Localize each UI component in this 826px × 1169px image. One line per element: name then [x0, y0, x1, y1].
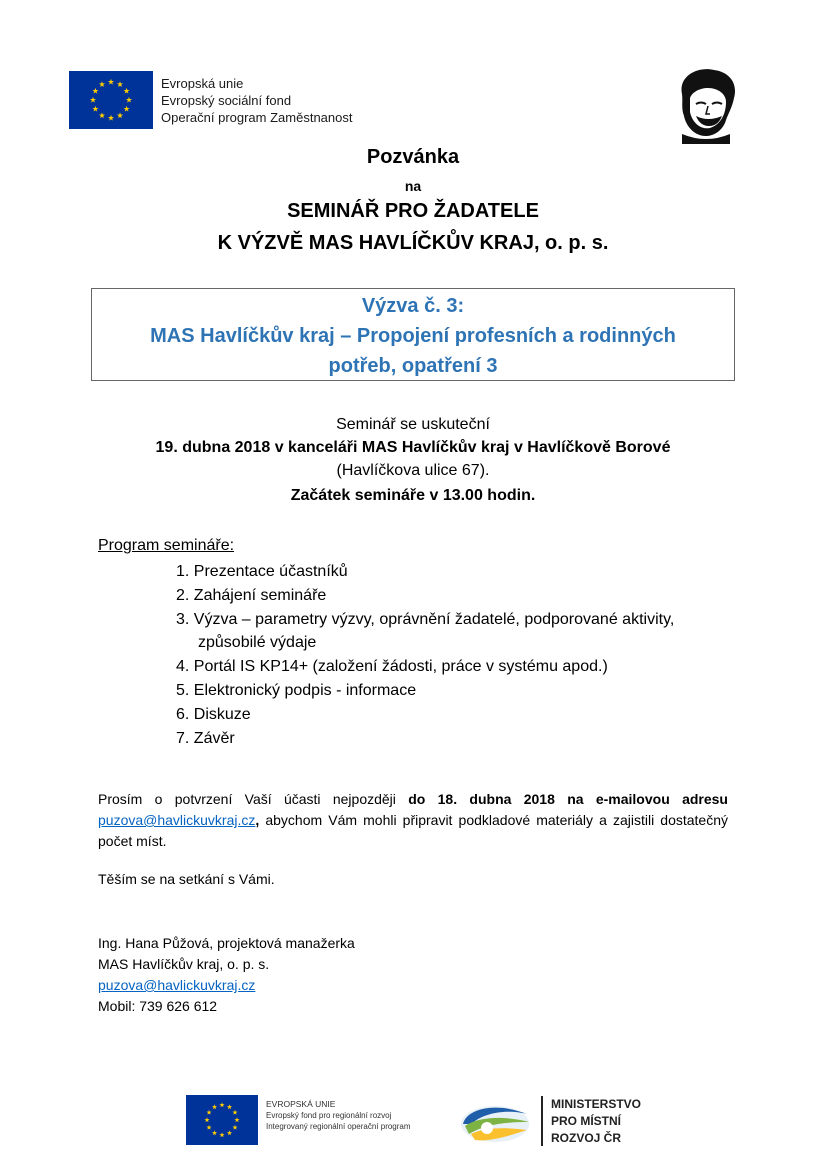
eu-star-icon: [232, 1125, 237, 1130]
list-item: 5. Elektronický podpis - informace: [176, 681, 417, 699]
ministry-line: PRO MÍSTNÍ: [551, 1114, 622, 1128]
eu-text-line: Evropský sociální fond: [161, 93, 292, 108]
eu-star-icon: [92, 88, 98, 94]
confirmation-paragraph: [98, 789, 728, 852]
confirmation-deadline: do 18. dubna 2018 na e-mailovou adresu: [408, 791, 728, 807]
seminar-intro: Seminář se uskuteční: [336, 416, 490, 433]
eu-star-icon: [117, 112, 123, 118]
eu-star-icon: [219, 1132, 224, 1137]
ministry-line: ROZVOJ ČR: [551, 1131, 622, 1145]
eu-header-text: [161, 75, 352, 126]
confirmation-text-end: abychom Vám mohli připravit podkladové materiály a zajistili dostatečný počet míst.: [98, 812, 728, 849]
seminar-start-time: Začátek semináře v 13.00 hodin.: [290, 487, 536, 504]
eu-star-icon: [117, 81, 123, 87]
eu-star-icon: [227, 1104, 232, 1109]
signature-name: Ing. Hana Půžová, projektová manažerka: [98, 935, 355, 951]
eu-star-icon: [124, 88, 130, 94]
list-item: 7. Závěr: [176, 729, 235, 747]
footer-eu-flag-icon: [186, 1095, 258, 1145]
call-number: Výzva č. 3:: [361, 295, 465, 317]
seminar-subtitle: K VÝZVĚ MAS HAVLÍČKŮV KRAJ, o. p. s.: [217, 232, 609, 254]
eu-star-icon: [234, 1117, 239, 1122]
list-item: 3. Výzva – parametry výzvy, oprávnění žadatelé, podporované aktivity,: [176, 610, 675, 628]
program-list: [176, 560, 674, 750]
seminar-address: (Havlíčkova ulice 67).: [336, 462, 490, 479]
eu-flag-icon: [69, 71, 153, 129]
footer-eu-line: EVROPSKÁ UNIE: [266, 1099, 336, 1109]
signature-email-link[interactable]: puzova@havlickuvkraj.cz: [98, 977, 256, 993]
call-name-line1: MAS Havlíčkův kraj – Propojení profesních a rodinných: [150, 325, 676, 347]
call-box: [91, 288, 735, 381]
eu-star-icon: [99, 81, 105, 87]
email-link[interactable]: puzova@havlickuvkraj.cz: [98, 812, 256, 828]
eu-star-icon: [99, 112, 105, 118]
list-item: způsobilé výdaje: [198, 634, 317, 652]
signature-org: MAS Havlíčkův kraj, o. p. s.: [98, 956, 270, 972]
portrait-logo-icon: [668, 64, 740, 144]
eu-star-icon: [206, 1125, 211, 1130]
list-item: 4. Portál IS KP14+ (založení žádosti, práce v systému apod.): [176, 658, 608, 676]
signature-block: [98, 933, 355, 1017]
ministry-text: [551, 1096, 641, 1147]
seminar-date-place: 19. dubna 2018 v kanceláři MAS Havlíčkův kraj v Havlíčkově Borové: [155, 439, 671, 456]
list-item: 1. Prezentace účastníků: [176, 563, 348, 580]
ministry-logo-icon: [457, 1094, 537, 1150]
footer-eu-text: [266, 1099, 411, 1132]
eu-text-line: Evropská unie: [161, 76, 244, 91]
confirmation-text: Prosím o potvrzení Vaší účasti nejpozději: [98, 791, 409, 807]
eu-star-icon: [212, 1130, 217, 1135]
eu-text-line: Operační program Zaměstnanost: [161, 110, 353, 125]
eu-star-icon: [124, 106, 130, 112]
confirmation-comma: ,: [255, 812, 260, 828]
invitation-title: Pozvánka: [366, 146, 460, 168]
eu-star-icon: [204, 1117, 209, 1122]
eu-star-icon: [92, 106, 98, 112]
eu-star-icon: [227, 1130, 232, 1135]
eu-star-icon: [90, 97, 96, 103]
eu-star-icon: [108, 79, 114, 85]
eu-star-icon: [232, 1110, 237, 1115]
ministry-line: MINISTERSTVO: [551, 1097, 642, 1111]
list-item: 2. Zahájení semináře: [176, 586, 327, 604]
eu-star-icon: [219, 1102, 224, 1107]
eu-star-icon: [126, 97, 132, 103]
list-item: 6. Diskuze: [176, 705, 251, 723]
signature-mobile: Mobil: 739 626 612: [98, 998, 218, 1014]
eu-star-icon: [212, 1104, 217, 1109]
ministry-divider: [541, 1096, 543, 1146]
title-connector: na: [404, 178, 422, 194]
eu-star-icon: [206, 1110, 211, 1115]
eu-star-icon: [108, 115, 114, 121]
footer-eu-line: Integrovaný regionální operační program: [266, 1122, 411, 1131]
program-heading: Program semináře:: [98, 537, 235, 554]
seminar-title: SEMINÁŘ PRO ŽADATELE: [287, 200, 539, 222]
call-name-line2: potřeb, opatření 3: [328, 355, 498, 377]
eu-stars: [69, 71, 153, 129]
footer-eu-line: Evropský fond pro regionální rozvoj: [266, 1111, 392, 1120]
greeting: Těším se na setkání s Vámi.: [98, 871, 275, 887]
